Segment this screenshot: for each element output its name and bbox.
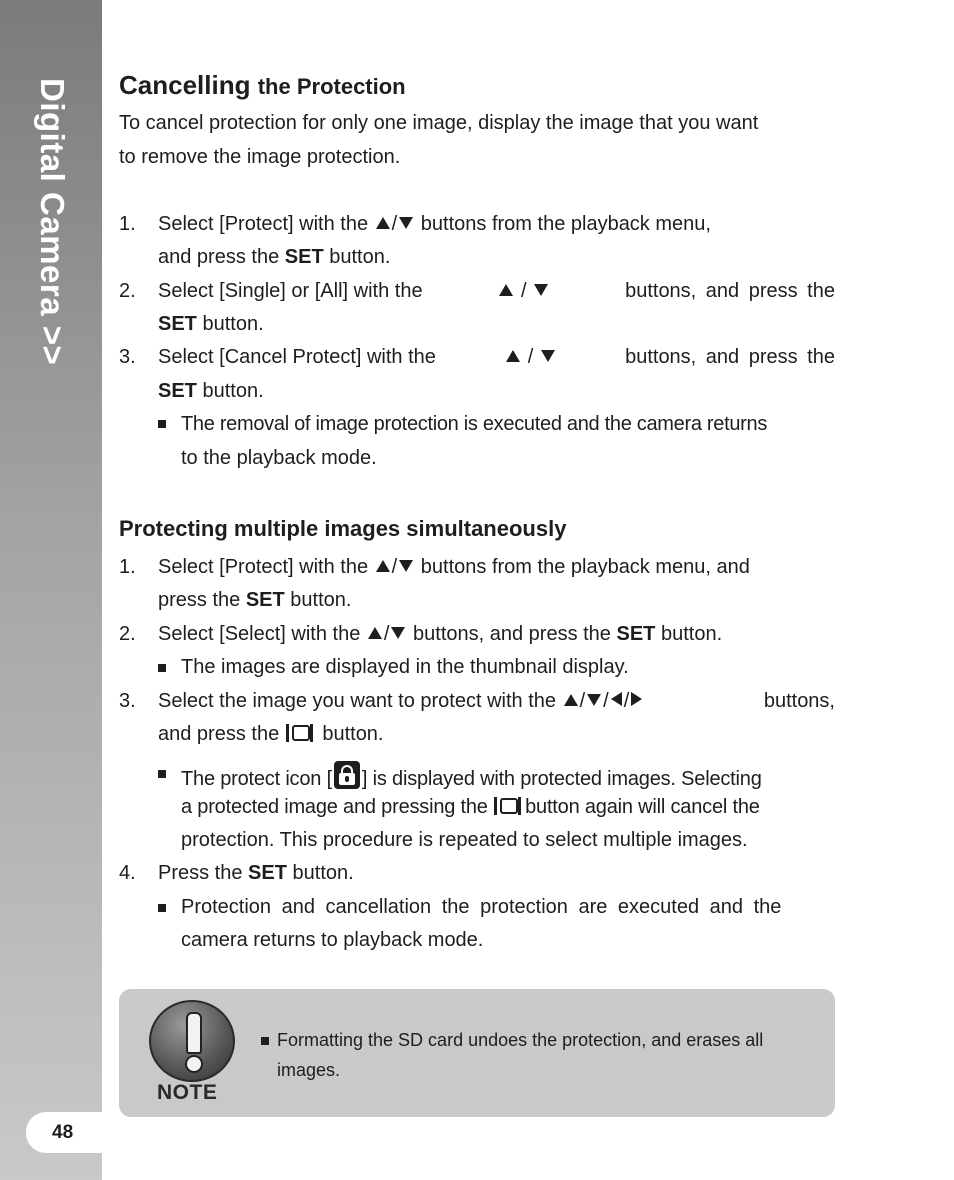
step-4-text: Press the SET button. xyxy=(158,862,354,884)
warning-exclamation-icon xyxy=(149,1000,235,1082)
up-arrow-icon xyxy=(376,560,390,572)
down-arrow-icon xyxy=(587,694,601,706)
section-heading-multiple: Protecting multiple images simultaneously xyxy=(119,516,567,541)
down-arrow-icon xyxy=(399,560,413,572)
bullet-text-cont: camera returns to playback mode. xyxy=(181,929,484,951)
note-label: NOTE xyxy=(157,1081,218,1104)
step-2-text: Select [Single] or [All] with the / buttons, and press the xyxy=(158,280,835,302)
bullet-text: The removal of image protection is executed and the camera returns xyxy=(181,413,768,435)
down-arrow-icon xyxy=(541,350,555,362)
step-1-text-cont: and press the SET button. xyxy=(158,246,391,268)
step-number: 4. xyxy=(119,862,136,884)
up-arrow-icon xyxy=(499,284,513,296)
bullet-text: Protection and cancellation the protection are executed and the xyxy=(181,896,782,918)
up-arrow-icon xyxy=(368,627,382,639)
bullet-icon xyxy=(158,904,166,912)
bullet-icon xyxy=(158,420,166,428)
down-arrow-icon xyxy=(399,217,413,229)
bullet-text: The protect icon [ ] is displayed with protected images. Selecting xyxy=(181,761,762,791)
note-box xyxy=(119,989,835,1117)
step-1-text: Select [Protect] with the / buttons from the playback menu, and xyxy=(158,556,750,578)
display-button-icon xyxy=(494,797,524,815)
step-number: 2. xyxy=(119,623,136,645)
up-arrow-icon xyxy=(376,217,390,229)
bullet-text-cont: a protected image and pressing the button again will cancel the xyxy=(181,796,760,818)
step-3-text: Select [Cancel Protect] with the / buttons, and press the xyxy=(158,346,835,368)
intro-line-2: to remove the image protection. xyxy=(119,146,401,168)
page-number: 48 xyxy=(26,1112,102,1153)
left-arrow-icon xyxy=(611,692,622,706)
step-2-text: Select [Select] with the / buttons, and press the SET button. xyxy=(158,623,723,645)
intro-line-1: To cancel protection for only one image, display the image that you want xyxy=(119,112,759,134)
sidebar-title: Digital Camera >> xyxy=(34,78,71,366)
bullet-text-cont: to the playback mode. xyxy=(181,447,377,469)
display-button-icon xyxy=(286,724,316,742)
step-3-text-cont: and press the button. xyxy=(158,723,384,745)
up-arrow-icon xyxy=(564,694,578,706)
step-number: 1. xyxy=(119,213,136,235)
bullet-text: The images are displayed in the thumbnail display. xyxy=(181,656,629,678)
section-heading-cancelling: Cancelling the Protection xyxy=(119,70,406,100)
step-3-text-cont: SET button. xyxy=(158,380,264,402)
step-1-text: Select [Protect] with the / buttons from the playback menu, xyxy=(158,213,711,235)
bullet-icon xyxy=(158,664,166,672)
step-number: 3. xyxy=(119,690,136,712)
step-2-text-cont: SET button. xyxy=(158,313,264,335)
sidebar xyxy=(0,0,102,1180)
down-arrow-icon xyxy=(534,284,548,296)
note-text: Formatting the SD card undoes the protection, and erases all images. xyxy=(277,1030,764,1080)
up-arrow-icon xyxy=(506,350,520,362)
bullet-text-cont: protection. This procedure is repeated to select multiple images. xyxy=(181,829,748,851)
step-number: 3. xyxy=(119,346,136,368)
protect-lock-icon xyxy=(334,761,360,789)
step-3-text: Select the image you want to protect with the / / / buttons, xyxy=(158,690,835,712)
bullet-icon xyxy=(261,1037,269,1045)
step-1-text-cont: press the SET button. xyxy=(158,589,352,611)
step-number: 1. xyxy=(119,556,136,578)
down-arrow-icon xyxy=(391,627,405,639)
bullet-icon xyxy=(158,770,166,778)
step-number: 2. xyxy=(119,280,136,302)
right-arrow-icon xyxy=(631,692,642,706)
